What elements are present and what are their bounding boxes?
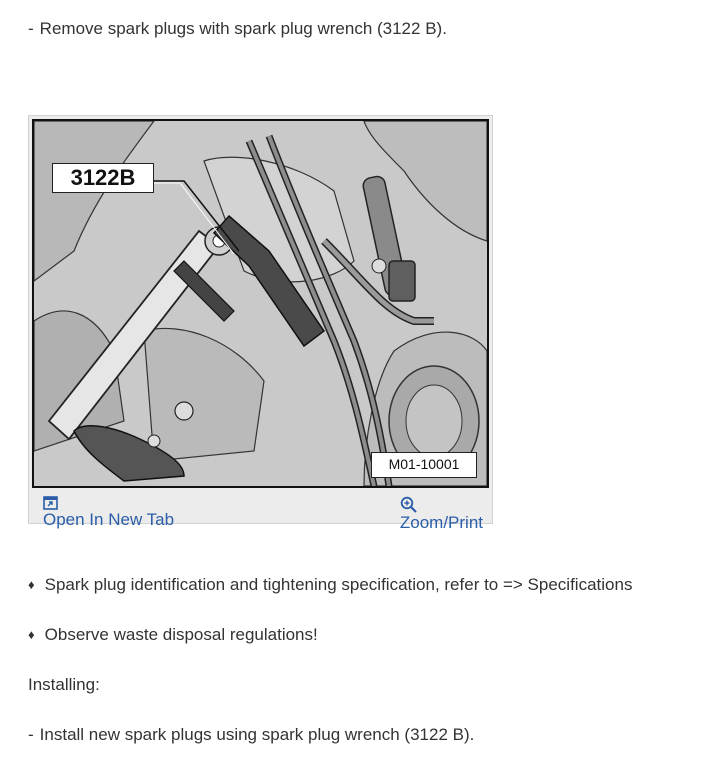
figure-link-bar xyxy=(29,490,492,532)
step-install xyxy=(28,724,474,746)
bullet-text-waste-disposal: Observe waste disposal regulations! xyxy=(44,625,318,644)
diamond-bullet-icon: ♦ xyxy=(28,627,35,642)
bullet-text-specifications: Spark plug identification and tightening specification, refer to => Specifications xyxy=(44,575,633,594)
step-remove-text: Remove spark plugs with spark plug wrench (3122 B). xyxy=(39,19,447,38)
zoom-print-label: Zoom/Print xyxy=(399,513,483,532)
step-remove xyxy=(28,18,447,40)
figure-reference-label: M01-10001 xyxy=(371,452,477,478)
zoom-print-link[interactable] xyxy=(400,496,483,533)
new-tab-icon xyxy=(43,496,58,510)
open-in-new-tab-link[interactable] xyxy=(43,496,174,530)
dash-marker: - xyxy=(28,725,34,744)
diamond-bullet-icon: ♦ xyxy=(28,577,35,592)
open-in-new-tab-label: Open In New Tab xyxy=(43,510,175,529)
tool-callout-label: 3122B xyxy=(52,163,154,193)
magnifier-icon xyxy=(400,496,417,513)
figure-container xyxy=(28,115,493,532)
bullet-item xyxy=(28,624,318,647)
installing-heading: Installing: xyxy=(28,675,100,694)
dash-marker: - xyxy=(28,19,34,38)
engine-illustration[interactable] xyxy=(32,119,489,488)
bullet-item xyxy=(28,574,632,597)
step-install-text: Install new spark plugs using spark plug wrench (3122 B). xyxy=(39,725,475,744)
